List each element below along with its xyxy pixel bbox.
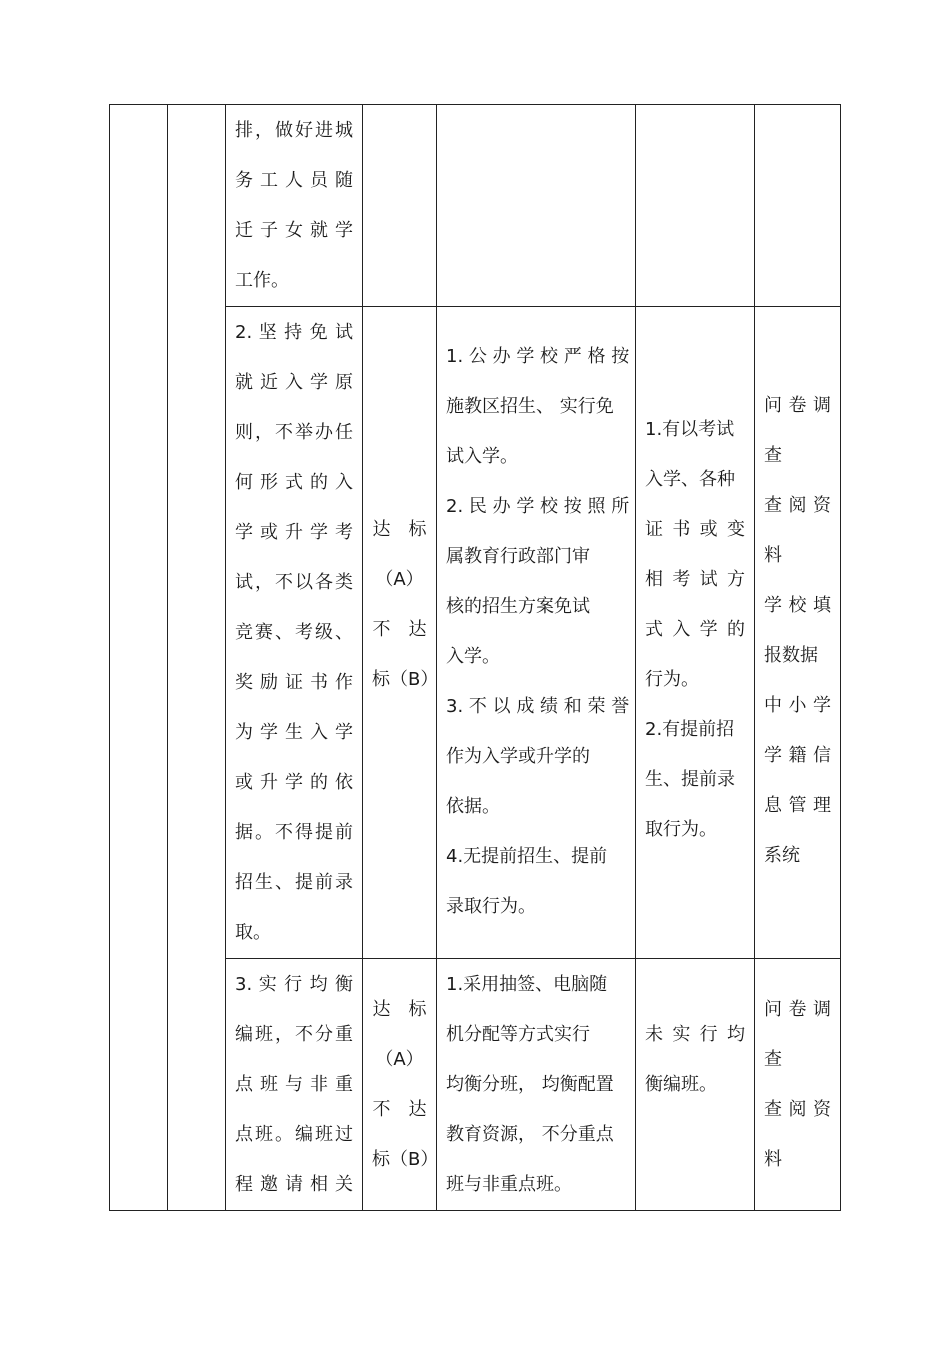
violation-line: 取行为。: [645, 819, 717, 840]
content-line: 则，不举办任: [235, 422, 353, 443]
content-line: 取。: [235, 922, 271, 943]
standards-table: [109, 104, 841, 1211]
standard-line: 作为入学或升学的: [446, 746, 590, 767]
content-line: 迁 子 女 就 学: [235, 220, 353, 241]
standard-line: 教育资源， 不分重点: [446, 1124, 614, 1145]
violation-line: 未 实 行 均: [645, 1024, 745, 1045]
category-cell: [110, 105, 168, 1211]
method-line: 中 小 学: [764, 695, 831, 716]
grade-line: 标（B）: [372, 1149, 439, 1170]
grade-line: 标（B）: [372, 669, 439, 690]
content-line: 务 工 人 员 随: [235, 170, 353, 191]
content-line: 点班。编班过: [235, 1124, 353, 1145]
method-line: 问 卷 调: [764, 999, 831, 1020]
subcategory-cell: [168, 105, 226, 1211]
method-line: 查: [764, 445, 782, 466]
standard-cell: [437, 307, 636, 959]
content-cell: [226, 105, 363, 307]
grade-cell: [363, 959, 437, 1211]
content-line: 或 升 学 的 依: [235, 772, 353, 793]
method-line: 查: [764, 1049, 782, 1070]
method-line: 学 校 填: [764, 595, 831, 616]
standard-line: 3. 不 以 成 绩 和 荣 誉: [446, 696, 630, 717]
content-line: 为 学 生 入 学: [235, 722, 353, 743]
standard-line: 施教区招生、 实行免: [446, 396, 614, 417]
violation-line: 衡编班。: [645, 1074, 717, 1095]
violation-line: 证 书 或 变: [645, 519, 745, 540]
method-line: 料: [764, 545, 782, 566]
content-line: 据。不得提前: [235, 822, 353, 843]
standard-line: 入学。: [446, 646, 500, 667]
standard-line: 试入学。: [446, 446, 518, 467]
standard-line: 核的招生方案免试: [446, 596, 590, 617]
violation-line: 入学、各种: [645, 469, 735, 490]
grade-line: 达 标: [372, 999, 427, 1020]
method-line: 查 阅 资: [764, 1099, 831, 1120]
content-cell: [226, 959, 363, 1211]
violation-line: 行为。: [645, 669, 699, 690]
standard-line: 均衡分班， 均衡配置: [446, 1074, 614, 1095]
violation-cell: [636, 307, 755, 959]
grade-line: 不 达: [372, 619, 427, 640]
content-line: 何 形 式 的 入: [235, 472, 353, 493]
content-line: 试，不以各类: [235, 572, 353, 593]
content-line: 学 或 升 学 考: [235, 522, 353, 543]
standard-line: 1. 公 办 学 校 严 格 按: [446, 346, 630, 367]
violation-line: 2.有提前招: [645, 719, 735, 740]
standard-line: 班与非重点班。: [446, 1174, 572, 1195]
content-line: 奖 励 证 书 作: [235, 672, 353, 693]
method-line: 报数据: [764, 645, 818, 666]
method-line: 学 籍 信: [764, 745, 831, 766]
violation-line: 生、提前录: [645, 769, 735, 790]
standard-line: 属教育行政部门审: [446, 546, 590, 567]
method-cell: [755, 959, 841, 1211]
violation-line: 式 入 学 的: [645, 619, 745, 640]
standard-line: 录取行为。: [446, 896, 536, 917]
grade-line: （A）: [375, 1049, 424, 1070]
standard-line: 1.采用抽签、电脑随: [446, 974, 608, 995]
grade-cell: [363, 105, 437, 307]
table-row: [110, 105, 841, 307]
content-line: 竞赛、考级、: [235, 622, 353, 643]
standard-line: 依据。: [446, 796, 500, 817]
method-cell: [755, 307, 841, 959]
content-line: 排，做好进城: [235, 120, 353, 141]
standard-cell: [437, 959, 636, 1211]
content-line: 编班，不分重: [235, 1024, 353, 1045]
grade-line: （A）: [375, 569, 424, 590]
grade-line: 不 达: [372, 1099, 427, 1120]
standard-line: 2. 民 办 学 校 按 照 所: [446, 496, 630, 517]
method-line: 息 管 理: [764, 795, 831, 816]
standard-line: 4.无提前招生、提前: [446, 846, 608, 867]
content-line: 就 近 入 学 原: [235, 372, 353, 393]
violation-line: 1.有以考试: [645, 419, 735, 440]
content-line: 招生、提前录: [235, 872, 353, 893]
method-line: 问 卷 调: [764, 395, 831, 416]
violation-cell: [636, 105, 755, 307]
method-line: 系统: [764, 845, 800, 866]
violation-line: 相 考 试 方: [645, 569, 745, 590]
violation-cell: [636, 959, 755, 1211]
method-line: 料: [764, 1149, 782, 1170]
content-line: 工作。: [235, 270, 289, 291]
grade-line: 达 标: [372, 519, 427, 540]
grade-cell: [363, 307, 437, 959]
content-line: 3. 实 行 均 衡: [235, 974, 353, 995]
method-line: 查 阅 资: [764, 495, 831, 516]
content-line: 2. 坚 持 免 试: [235, 322, 353, 343]
content-cell: [226, 307, 363, 959]
standard-cell: [437, 105, 636, 307]
content-line: 程 邀 请 相 关: [235, 1174, 353, 1195]
content-line: 点 班 与 非 重: [235, 1074, 353, 1095]
method-cell: [755, 105, 841, 307]
standard-line: 机分配等方式实行: [446, 1024, 590, 1045]
